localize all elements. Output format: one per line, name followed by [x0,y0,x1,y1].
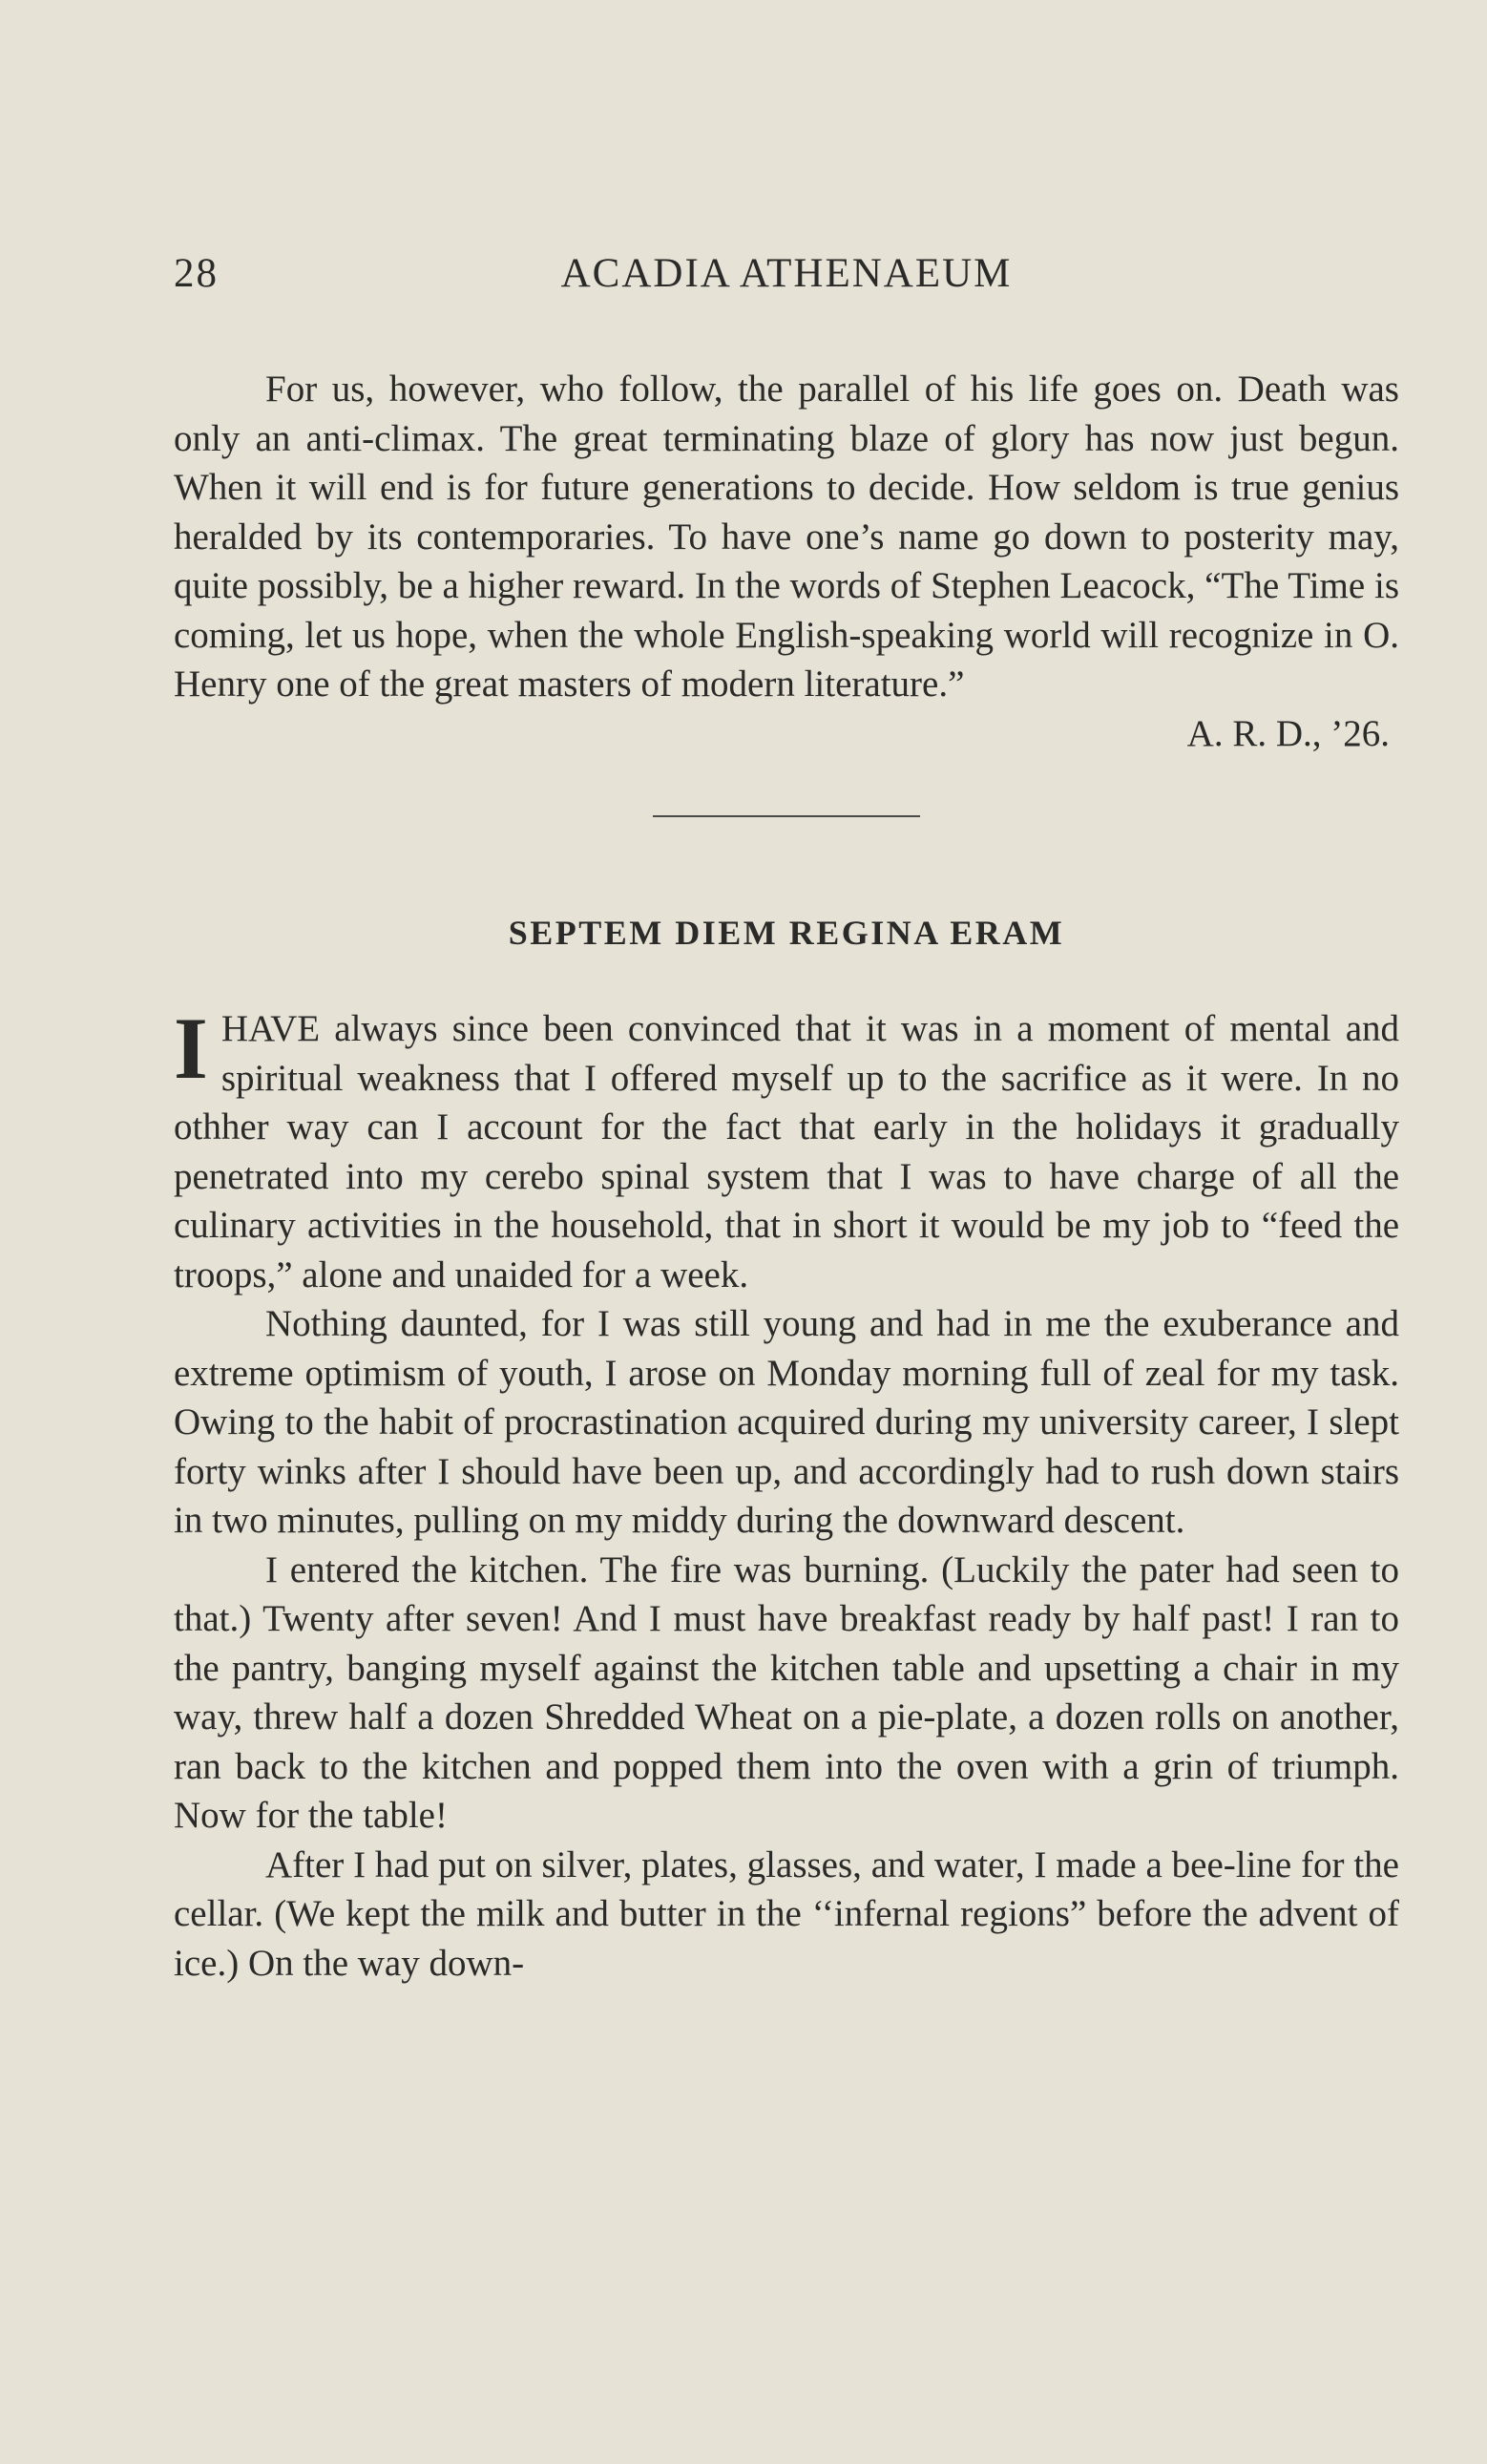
author-signature: A. R. D., ’26. [1186,712,1390,754]
page-number: 28 [174,251,219,296]
intro-paragraph: For us, however, who follow, the parallel of his life goes on. Death was only an anti-climax. The great terminating blaze of glory has now just begun. When it will end is for future generations to decide. How seldom is true genius heralded by its contemporaries. To have one’s name go down to posterity may, quite possibly, be a higher reward. In the words of Stephen Leacock, “The Time is coming, let us hope, when the whole English-speaking world will recognize in O. Henry one of the great masters of modern literature.” [174,369,1399,705]
running-head: ACADIA ATHENAEUM [560,251,1013,296]
page-header [174,250,1399,307]
article-body [174,1000,1399,1988]
section-divider [653,815,920,817]
article-title: SEPTEM DIEM REGINA ERAM [508,914,1065,952]
drop-cap: I [174,1000,208,1097]
book-page [174,250,1399,1988]
paragraph-text: HAVE always since been convinced that it was in a moment of mental and spiritual weakness that I offered myself up to the sacrifice as it were. In no othher way can I account for the fact that early in the holidays it gradually penetrated into my cerebo spinal system that I was to have charge of all the culinary activities in the household, that in short it would be my job to “feed the troops,” alone and unaided for a week. [174,1008,1399,1295]
article-paragraph-4: After I had put on silver, plates, glasses, and water, I made a bee-line for the cellar. (We kept the milk and butter in the ‘‘infernal regions” before the advent of ice.) On the way down- [174,1843,1399,1984]
article-paragraph-3: I entered the kitchen. The fire was burning. (Luckily the pater had seen to that.) Twenty after seven! And I must have breakfast ready by half past! I ran to the pantry, banging myself against the kitchen table and upsetting a chair in my way, threw half a dozen Shredded Wheat on a pie-plate, a dozen rolls on another, ran back to the kitchen and popped them into the oven with a grin of triumph. Now for the table! [174,1548,1399,1836]
article-paragraph-2: Nothing daunted, for I was still young and had in me the exuberance and extreme optimism of youth, I arose on Monday morning full of zeal for my task. Owing to the habit of procrastination acquired during my university career, I slept forty winks after I should have been up, and accordingly had to rush down stairs in two minutes, pulling on my middy during the downward descent. [174,1303,1399,1541]
article-paragraph-1 [174,1000,1399,1299]
